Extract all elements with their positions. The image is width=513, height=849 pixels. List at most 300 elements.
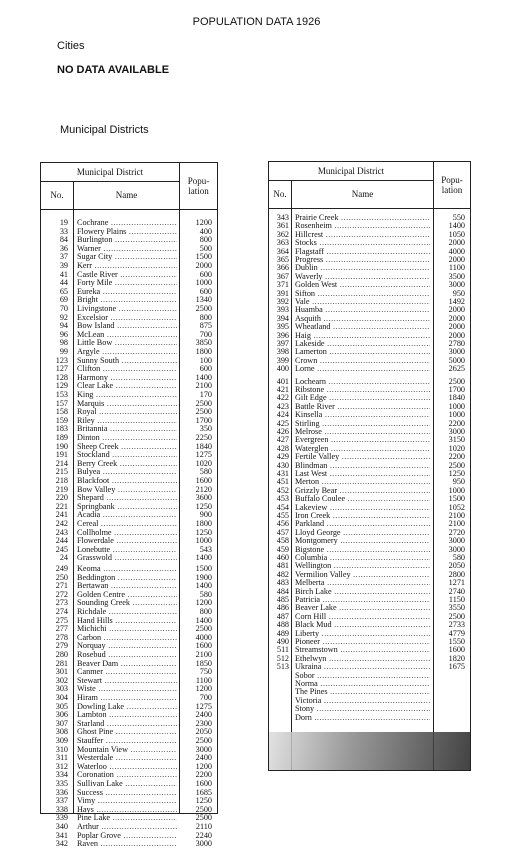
table-row: [269, 411, 470, 419]
district-population: 2100: [448, 511, 465, 520]
district-population: 2200: [195, 770, 212, 780]
district-name: Columbia .....: [295, 554, 430, 562]
district-number: 426: [276, 427, 289, 436]
table-header: [41, 163, 217, 210]
district-number: 429: [276, 452, 289, 462]
district-population: 2000: [448, 322, 465, 332]
district-name: Castle River .....: [77, 271, 177, 280]
district-population: 100: [199, 355, 212, 365]
district-name: Grasswold .....: [77, 554, 177, 563]
district-population: 3600: [195, 493, 212, 503]
table-row: [269, 348, 470, 356]
district-population: 2500: [448, 376, 465, 386]
district-number: 306: [55, 710, 68, 720]
table-row: [269, 621, 470, 629]
table-row: [269, 596, 470, 604]
district-name: Stony .....: [295, 705, 430, 713]
district-name: Royal .....: [77, 408, 177, 417]
district-population: 580: [199, 467, 212, 477]
table-row: [269, 562, 470, 570]
district-number: 272: [55, 589, 68, 599]
district-population: 1700: [195, 415, 212, 425]
district-name: Rosenheim .....: [295, 222, 430, 230]
district-population: 1550: [448, 637, 465, 646]
district-name: Kerr .....: [77, 262, 177, 271]
no-data-notice: NO DATA AVAILABLE: [57, 64, 170, 76]
district-name: Clear Lake .....: [77, 382, 177, 391]
district-population: 1100: [195, 675, 212, 685]
table-row: [41, 823, 217, 832]
district-number: 309: [55, 736, 68, 745]
district-number: 334: [55, 770, 68, 780]
district-name: Victoria .....: [295, 697, 430, 705]
district-name: Stirling .....: [295, 420, 430, 428]
district-population: 2050: [448, 561, 465, 571]
table-row: [41, 840, 217, 849]
table-row: [269, 554, 470, 562]
district-number: 218: [55, 476, 68, 485]
district-number: 516: [276, 687, 289, 697]
district-name: Black Mud .....: [295, 621, 430, 629]
district-name: Crown .....: [295, 357, 430, 365]
district-name: Hand Hills .....: [77, 617, 177, 626]
district-name: Sullivan Lake .....: [77, 780, 177, 789]
district-name: Wiste .....: [77, 685, 177, 694]
district-name: Bertawan .....: [77, 582, 177, 591]
table-row: [269, 453, 470, 461]
district-number: 485: [276, 595, 289, 604]
district-population: 2000: [448, 330, 465, 340]
table-row: [269, 323, 470, 331]
district-name: Ribstone .....: [295, 386, 430, 394]
district-number: 456: [276, 519, 289, 529]
table-row: [41, 554, 217, 563]
district-number: 84: [59, 235, 68, 245]
district-name: Riley .....: [77, 417, 177, 426]
district-population: 1400: [195, 615, 212, 625]
district-name: Mountain View .....: [77, 746, 177, 755]
district-population: 1400: [448, 221, 465, 231]
district-population: 700: [199, 693, 212, 702]
district-population: 600: [199, 364, 212, 374]
district-number: 451: [276, 477, 289, 487]
table-row: [269, 315, 470, 323]
district-name: Lakeview .....: [295, 504, 430, 512]
group-header: Municipal District: [269, 162, 434, 181]
district-number: 36: [59, 243, 68, 253]
population-column-header: Popu-lation: [187, 176, 210, 196]
district-name: Grizzly Bear .....: [295, 487, 430, 495]
district-population: 1250: [195, 527, 212, 537]
district-name: Flowery Plains .....: [77, 228, 177, 237]
district-population: 1675: [448, 662, 465, 672]
district-name: Progress .....: [295, 256, 430, 264]
district-population: 3500: [448, 687, 465, 697]
name-column-header: Name: [292, 180, 434, 208]
district-name: Battle River .....: [295, 403, 430, 411]
district-name: Pioneer .....: [295, 638, 430, 646]
district-name: Eureka .....: [77, 288, 177, 297]
district-number: 366: [276, 263, 289, 273]
table-row: [269, 613, 470, 621]
district-population: 1840: [448, 393, 465, 403]
district-population: 2000: [448, 313, 465, 323]
district-name: Vale .....: [295, 298, 430, 306]
district-population: 1000: [448, 401, 465, 411]
district-number: 518: [276, 704, 289, 714]
table-row: [269, 264, 470, 272]
district-population: 1400: [195, 581, 212, 591]
table-row: [269, 546, 470, 554]
district-number: 279: [55, 641, 68, 651]
district-number: 33: [59, 226, 68, 236]
table-row: [269, 470, 470, 478]
district-table-left: [40, 162, 218, 849]
table-row: [269, 214, 470, 222]
district-number: 302: [55, 675, 68, 685]
district-number: 399: [276, 355, 289, 365]
district-number: 249: [55, 564, 68, 573]
district-name: Golden West .....: [295, 281, 430, 289]
district-name: Warner .....: [77, 245, 177, 254]
district-population: 1000: [195, 536, 212, 546]
district-population: 1200: [195, 684, 212, 694]
table-row: [269, 394, 470, 402]
district-name: Collholme .....: [77, 529, 177, 538]
district-population: 1000: [448, 712, 465, 722]
district-number: 483: [276, 578, 289, 588]
district-population: 2500: [195, 304, 212, 313]
district-name: Norquay .....: [77, 642, 177, 651]
page-title: POPULATION DATA 1926: [192, 16, 321, 28]
table-row: [269, 504, 470, 512]
district-population: 1000: [195, 278, 212, 288]
district-number: 342: [55, 839, 68, 849]
district-number: 371: [276, 280, 289, 290]
district-number: 245: [55, 544, 68, 554]
district-number: 303: [55, 684, 68, 694]
district-name: Marquis .....: [77, 400, 177, 409]
district-population: 2500: [195, 398, 212, 408]
district-number: 65: [59, 286, 68, 296]
district-number: 24: [59, 553, 68, 563]
district-number: 459: [276, 544, 289, 554]
district-name: Haig .....: [295, 332, 430, 340]
district-population: 1700: [448, 385, 465, 394]
district-population: 1900: [195, 572, 212, 582]
district-population: 3000: [448, 670, 465, 680]
district-name: Sounding Creek .....: [77, 599, 177, 608]
district-population: 580: [199, 589, 212, 599]
district-population: 400: [199, 226, 212, 236]
district-number: 96: [59, 329, 68, 339]
district-population: 800: [199, 312, 212, 322]
district-name: Vimy .....: [77, 797, 177, 806]
district-population: 3000: [448, 544, 465, 554]
district-name: Pine Lake .....: [77, 814, 177, 823]
district-number: 153: [55, 390, 68, 399]
district-number: 98: [59, 338, 68, 348]
district-population: 3000: [448, 427, 465, 436]
district-population: 2100: [195, 650, 212, 659]
table-row: [269, 588, 470, 596]
district-name: Stauffer .....: [77, 737, 177, 746]
districts-heading: Municipal Districts: [60, 124, 149, 136]
district-number: 280: [55, 650, 68, 659]
district-population: 2300: [195, 718, 212, 728]
district-name: Flowerdale .....: [77, 537, 177, 546]
district-population: 4000: [195, 632, 212, 642]
district-name: The Pines .....: [295, 688, 430, 696]
district-name: Ukraina .....: [295, 663, 430, 671]
district-number: 430: [276, 460, 289, 470]
district-number: 335: [55, 779, 68, 788]
district-name: Dublin .....: [295, 264, 430, 272]
district-number: 398: [276, 347, 289, 357]
district-name: Poplar Grove .....: [77, 832, 177, 841]
table-row: [269, 290, 470, 298]
district-population: 2250: [195, 433, 212, 442]
district-population: 2625: [448, 364, 465, 374]
district-number: 250: [55, 572, 68, 582]
table-row: [269, 512, 470, 520]
district-number: 394: [276, 313, 289, 323]
district-population: 1840: [195, 441, 212, 451]
district-name: Flagstaff .....: [295, 248, 430, 256]
district-population: 2100: [195, 381, 212, 391]
district-number: 364: [276, 246, 289, 256]
district-name: Hiram .....: [77, 694, 177, 703]
district-number: 19: [59, 218, 68, 227]
district-number: 517: [276, 695, 289, 705]
district-name: Westerdale .....: [77, 754, 177, 763]
table-row: [269, 688, 470, 696]
district-population: 2500: [195, 736, 212, 745]
no-column-header: No.: [41, 181, 74, 209]
district-name: King .....: [77, 391, 177, 400]
district-population: 1600: [195, 641, 212, 651]
district-name: Clifton .....: [77, 365, 177, 374]
district-population: 1600: [448, 645, 465, 655]
district-name: Fertile Valley .....: [295, 453, 430, 461]
district-name: Sunny South .....: [77, 357, 177, 366]
district-name: Asquith .....: [295, 315, 430, 323]
district-number: 271: [55, 581, 68, 591]
district-number: 214: [55, 458, 68, 468]
district-population: 1800: [195, 519, 212, 528]
district-number: 400: [276, 364, 289, 374]
district-population: 1200: [195, 761, 212, 771]
district-name: Raven .....: [77, 840, 177, 849]
district-population: 3000: [448, 536, 465, 546]
table-row: [41, 832, 217, 841]
district-name: Melberta .....: [295, 579, 430, 587]
district-population: 550: [452, 213, 465, 222]
district-population: 1020: [195, 458, 212, 468]
district-name: Dowling Lake .....: [77, 703, 177, 712]
district-name: Montgomery .....: [295, 537, 430, 545]
district-number: 44: [59, 278, 68, 288]
group-header: Municipal District: [41, 163, 180, 182]
district-number: 69: [59, 295, 68, 305]
district-name: Kinsella .....: [295, 411, 430, 419]
district-population: 1400: [195, 553, 212, 563]
district-population: 1275: [195, 450, 212, 460]
district-name: Harmony .....: [77, 374, 177, 383]
district-population: 1400: [195, 372, 212, 382]
table-row: [269, 462, 470, 470]
district-population: 2500: [195, 813, 212, 823]
district-number: 457: [276, 527, 289, 537]
district-number: 92: [59, 312, 68, 322]
table-row: [269, 655, 470, 663]
district-population: 4000: [448, 246, 465, 256]
district-population: 600: [199, 269, 212, 279]
district-number: 401: [276, 376, 289, 386]
table-row: [269, 714, 470, 722]
table-row: [269, 697, 470, 705]
district-name: Acadia .....: [77, 511, 177, 520]
district-name: Iron Creek .....: [295, 512, 430, 520]
district-number: 159: [55, 415, 68, 425]
district-name: Sugar City .....: [77, 253, 177, 262]
district-number: 340: [55, 822, 68, 831]
district-name: Lloyd George .....: [295, 529, 430, 537]
table-row: [269, 638, 470, 646]
table-row: [269, 386, 470, 394]
district-name: Parkland .....: [295, 520, 430, 528]
district-name: Waverly .....: [295, 273, 430, 281]
table-row: [269, 332, 470, 340]
district-name: Springbank .....: [77, 503, 177, 512]
district-number: 519: [276, 712, 289, 722]
table-row: [269, 487, 470, 495]
district-number: 312: [55, 761, 68, 771]
table-row: [269, 340, 470, 348]
district-name: Starland .....: [77, 720, 177, 729]
district-population: 2500: [448, 460, 465, 470]
district-population: 2200: [448, 452, 465, 462]
table-row: [269, 680, 470, 688]
table-row: [269, 403, 470, 411]
district-number: 427: [276, 435, 289, 445]
district-number: 278: [55, 632, 68, 642]
district-population: 1150: [448, 595, 465, 604]
district-name: Beaver Lake .....: [295, 604, 430, 612]
table-row: [269, 239, 470, 247]
district-name: Beddington .....: [77, 574, 177, 583]
district-population: 1000: [448, 485, 465, 495]
district-number: 41: [59, 269, 68, 279]
table-row: [269, 537, 470, 545]
district-number: 191: [55, 450, 68, 460]
district-name: Ethelwyn .....: [295, 655, 430, 663]
district-name: Stewart .....: [77, 677, 177, 686]
district-population: 600: [199, 286, 212, 296]
table-row: [269, 378, 470, 386]
district-number: 396: [276, 330, 289, 340]
district-number: 129: [55, 381, 68, 391]
district-number: 275: [55, 615, 68, 625]
district-population: 800: [199, 607, 212, 616]
district-population: 1600: [195, 779, 212, 788]
district-population: 900: [199, 510, 212, 520]
district-name: Rosebud .....: [77, 651, 177, 660]
district-name: Lorne .....: [295, 365, 430, 373]
district-name: Bulyea .....: [77, 468, 177, 477]
district-name: Patricia .....: [295, 596, 430, 604]
district-name: Berry Creek .....: [77, 460, 177, 469]
district-population: 2200: [448, 418, 465, 428]
district-population: 2000: [195, 261, 212, 270]
district-number: 490: [276, 637, 289, 646]
district-number: 127: [55, 364, 68, 374]
table-row: [269, 256, 470, 264]
district-number: 339: [55, 813, 68, 823]
district-name: Cochrane .....: [77, 219, 177, 228]
district-number: 281: [55, 658, 68, 668]
district-number: 37: [59, 252, 68, 262]
district-number: 338: [55, 804, 68, 814]
district-name: Beaver Dam .....: [77, 660, 177, 669]
district-name: Gilt Edge .....: [295, 394, 430, 402]
table-row: [269, 357, 470, 365]
district-number: 304: [55, 693, 68, 702]
district-name: Waterloo .....: [77, 763, 177, 772]
table-row: [269, 529, 470, 537]
district-number: 481: [276, 561, 289, 571]
district-population: 2780: [448, 339, 465, 348]
district-population: 170: [199, 390, 212, 399]
district-number: 311: [56, 753, 68, 763]
district-population: 2110: [195, 822, 212, 831]
district-number: 393: [276, 305, 289, 315]
district-number: 397: [276, 339, 289, 348]
district-number: 219: [55, 484, 68, 494]
district-population: 1050: [448, 229, 465, 239]
district-number: 460: [276, 553, 289, 562]
district-name: Blindman .....: [295, 462, 430, 470]
district-name: Sifton .....: [295, 290, 430, 298]
district-number: 242: [55, 519, 68, 528]
district-name: Lochearn .....: [295, 378, 430, 386]
district-name: Livingstone .....: [77, 305, 177, 314]
district-name: Melrose .....: [295, 428, 430, 436]
district-name: Burlington .....: [77, 236, 177, 245]
district-population: 2740: [448, 586, 465, 596]
district-population: 1800: [195, 347, 212, 356]
table-row: [269, 520, 470, 528]
district-name: Lambton .....: [77, 711, 177, 720]
district-name: Birch Lake .....: [295, 588, 430, 596]
district-name: Bigstone .....: [295, 546, 430, 554]
district-number: 341: [55, 830, 68, 840]
district-name: Carbon .....: [77, 634, 177, 643]
district-number: 273: [55, 598, 68, 608]
district-population: 1600: [195, 476, 212, 485]
district-population: 2500: [448, 611, 465, 621]
table-row: [269, 663, 470, 671]
district-number: 514: [276, 670, 289, 680]
district-name: Little Bow .....: [77, 339, 177, 348]
district-name: Liberty .....: [295, 630, 430, 638]
district-number: 310: [55, 744, 68, 754]
district-population: 750: [199, 667, 212, 677]
district-population: 1850: [195, 658, 212, 668]
district-name: Golden Centre .....: [77, 591, 177, 600]
district-name: Richdale .....: [77, 608, 177, 617]
district-population: 1200: [195, 598, 212, 608]
